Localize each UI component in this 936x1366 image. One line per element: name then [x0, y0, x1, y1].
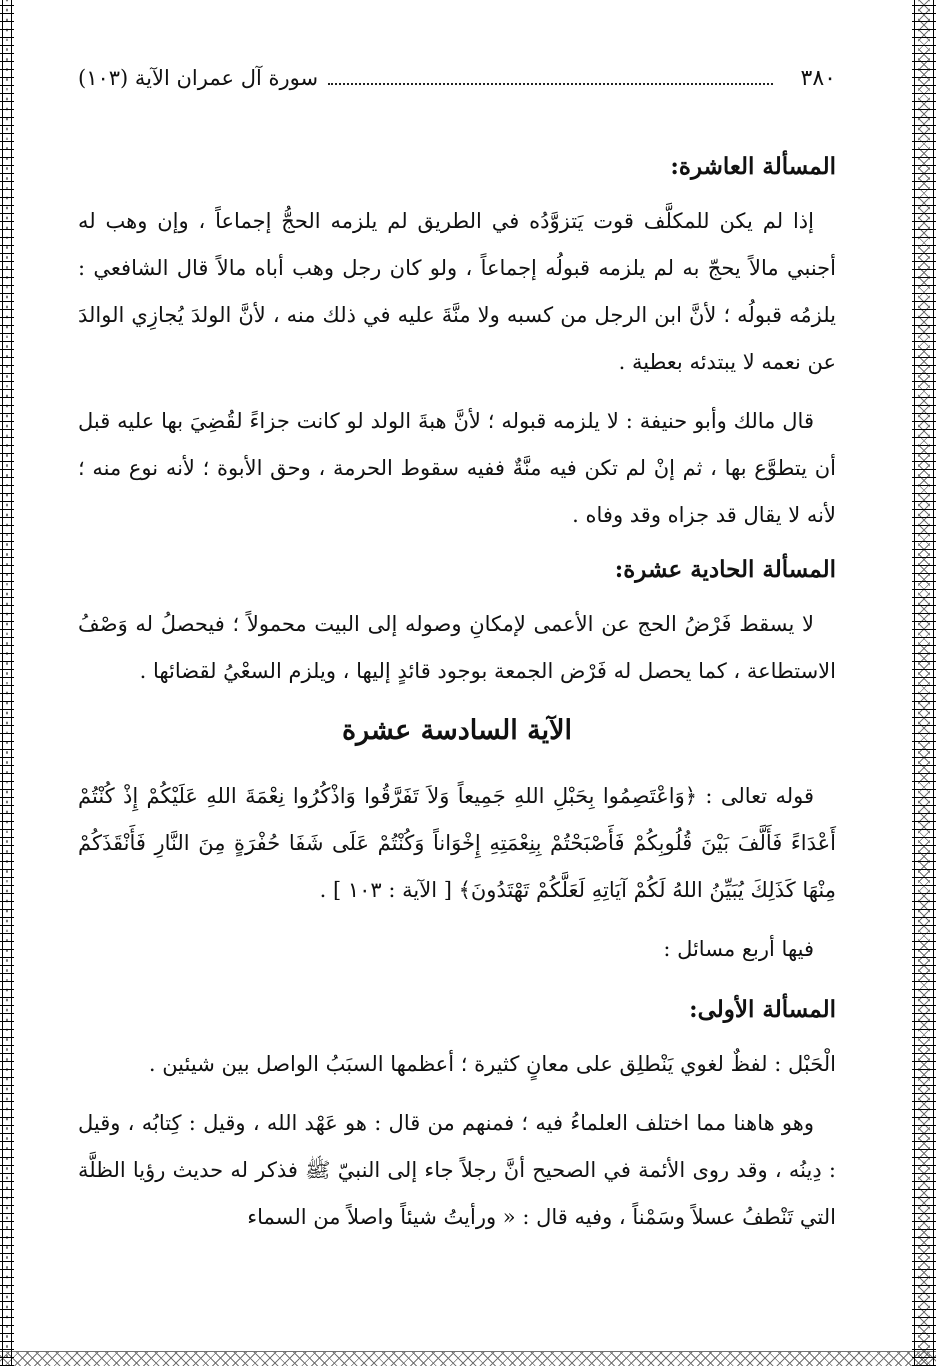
masala-10-heading: المسألة العاشرة:: [670, 153, 836, 180]
decorative-border-left: [0, 0, 14, 1366]
ayah-quote-paragraph: قوله تعالى : ﴿وَاعْتَصِمُوا بِحَبْلِ اللهِ جَمِيعاً وَلاَ تَفَرَّقُوا وَاذْكُرُوا نِعْمَةَ اللهِ عَلَيْكُمْ إِذْ كُنْتُمْ أَعْدَاءً فَأَلَّفَ بَيْنَ قُلُوبِكُمْ فَأَصْبَحْتُمْ بِنِعْمَتِهِ إِخْوَاناً وَكُنْتُمْ عَلَى شَفَا حُفْرَةٍ مِنَ النَّارِ فَأَنْقَذَكُمْ مِنْهَا كَذَلِكَ يُبَيِّنُ اللهُ لَكُمْ آيَاتِهِ لَعَلَّكُمْ تَهْتَدُونَ﴾ [ الآية : ١٠٣ ] .: [78, 784, 836, 902]
masala-1-paragraph-2: وهو هاهنا مما اختلف العلماءُ فيه ؛ فمنهم من قال : هو عَهْد الله ، وقيل : كِتابُه ، وقيل : دِينُه ، وقد روى الأئمة في الصحيح أنَّ رجلاً جاء إلى النبيّ ﷺ فذكر له حديث رؤيا الظلَّة التي تَنْطفُ عسلاً وسَمْناً ، وفيه قال : « ورأيتُ شيئاً واصلاً من السماء: [78, 1111, 836, 1229]
page-content: [78, 66, 836, 1336]
masala-1-heading: المسألة الأولى:: [689, 996, 836, 1023]
ayah-issues-count: فيها أربع مسائل :: [663, 937, 814, 961]
masala-11-paragraph: لا يسقط فَرْضُ الحج عن الأعمى لإمكانِ وصوله إلى البيت محمولاً ؛ فيحصلُ له وَصْفُ الاستطاعة ، كما يحصل له فَرْض الجمعة بوجود قائدٍ إليها ، ويلزم السعْيُ لقضائها .: [78, 612, 836, 683]
decorative-border-bottom: [0, 1351, 936, 1366]
masala-10-paragraph-1: إذا لم يكن للمكلَّف قوت يَتزوَّدُه في الطريق لم يلزمه الحجُّ إجماعاً ، وإن وهب له أجنبي مالاً يحجّ به لم يلزمه قبولُه إجماعاً ، ولو كان رجل وهب أباه مالاً قال الشافعي : يلزمُه قبولُه ؛ لأنَّ ابن الرجل من كسبه ولا منَّةَ عليه في ذلك منه ، لأنَّ الولدَ يُجازِي الوالدَ عن نعمه لا يبتدئه بعطية .: [78, 209, 836, 374]
header-dot-leader: [328, 82, 772, 85]
surah-title: سورة آل عمران الآية (١٠٣): [78, 66, 319, 90]
running-header: [78, 66, 836, 106]
decorative-border-right: [912, 0, 936, 1366]
masala-11-heading: المسألة الحادية عشرة:: [614, 556, 836, 583]
ayah-section-title: الآية السادسة عشرة: [341, 715, 573, 746]
masala-10-paragraph-2: قال مالك وأبو حنيفة : لا يلزمه قبوله ؛ لأنَّ هبةَ الولد لو كانت جزاءً لقُضِيَ بها عليه قبل أن يتطوَّع بها ، ثم إنْ لم تكن فيه منَّةٌ ففيه سقوط الحرمة ، وحق الأبوة ؛ لأنه نوع منه ؛ لأنه لا يقال قد جزاه وقد وفاه .: [78, 409, 836, 527]
masala-1-paragraph-1: الْحَبْل : لفظٌ لغوي يَنْطلِق على معانٍ كثيرة ؛ أعظمها السبَبُ الواصل بين شيئين .: [148, 1052, 836, 1076]
page-number: ٣٨٠: [800, 66, 836, 91]
